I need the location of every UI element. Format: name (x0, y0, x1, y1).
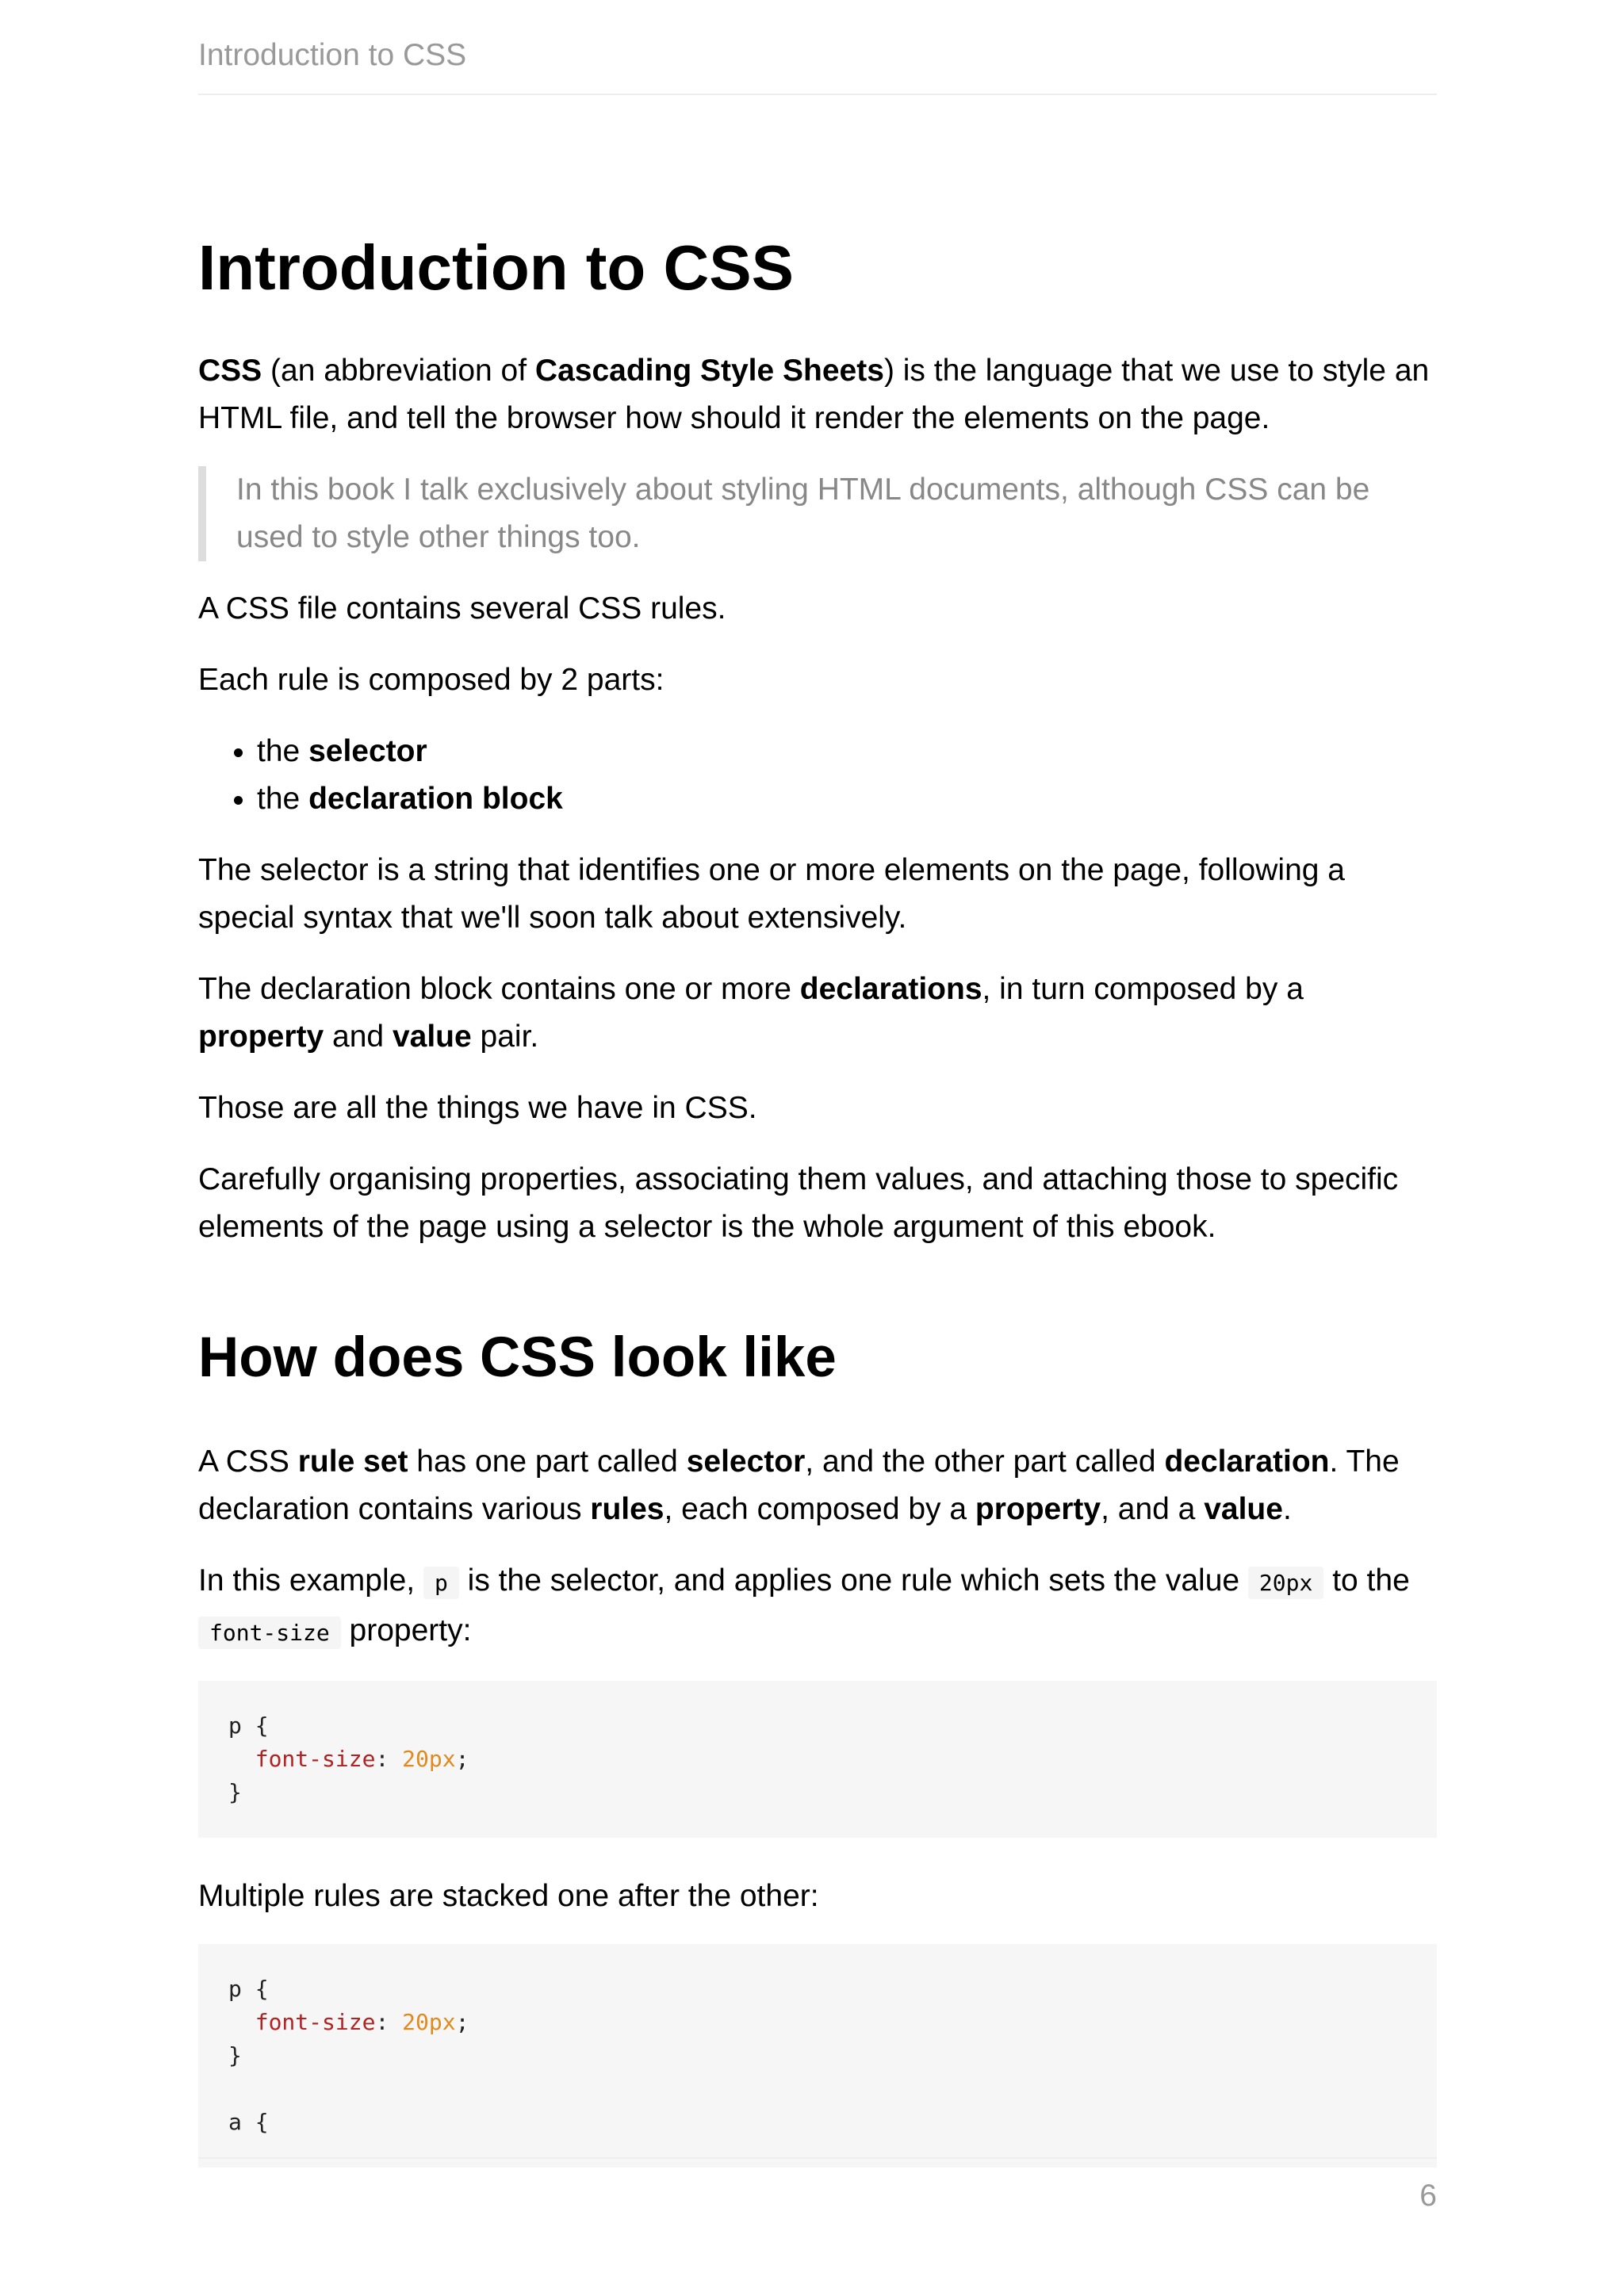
code-value: 20px (402, 2009, 456, 2035)
code-indent (228, 1746, 255, 1772)
paragraph (198, 966, 1437, 1061)
text: The declaration block contains one or more (198, 972, 800, 1006)
code-selector: p (228, 1712, 242, 1739)
code-punct: : (375, 2009, 403, 2035)
code-punct: } (228, 1779, 242, 1805)
inline-code: p (423, 1567, 459, 1599)
chapter-title: Introduction to CSS (198, 232, 795, 303)
bold-text: declaration block (308, 782, 563, 816)
page-number: 6 (1419, 2179, 1437, 2213)
code-punct: { (241, 1712, 269, 1739)
text: . (1282, 1492, 1292, 1526)
code-value: 20px (402, 1746, 456, 1772)
code-punct: { (241, 1976, 269, 2002)
code-punct: } (228, 2042, 242, 2068)
bold-text: declarations (799, 972, 982, 1006)
code-selector: a (228, 2109, 242, 2135)
bold-text: property (975, 1492, 1101, 1526)
paragraph: A CSS file contains several CSS rules. (198, 591, 726, 626)
text: , and a (1101, 1492, 1205, 1526)
inline-code: font-size (198, 1617, 341, 1649)
code-property: font-size (255, 2009, 376, 2035)
text: , and the other part called (805, 1445, 1165, 1479)
page-content (198, 230, 1437, 2168)
text: ) is the language that we use to style an HTML file, and tell the browser how should it render the elements on the page. (198, 354, 1430, 435)
bold-text: selector (308, 734, 427, 768)
intro-paragraph (198, 347, 1437, 442)
text: (an abbreviation of (262, 354, 535, 388)
text: the (257, 734, 309, 768)
text: pair. (471, 1020, 539, 1054)
blockquote-text: In this book I talk exclusively about styling HTML documents, although CSS can be used to style other things too. (236, 473, 1370, 554)
section-title: How does CSS look like (198, 1326, 837, 1389)
paragraph (198, 1557, 1437, 1657)
running-header: Introduction to CSS (198, 36, 1437, 95)
code-punct: ; (455, 2009, 469, 2035)
text: has one part called (408, 1445, 687, 1479)
text: property: (340, 1613, 472, 1647)
bold-text: rule set (297, 1445, 408, 1479)
code-punct: { (241, 2109, 269, 2135)
code-block (198, 1681, 1437, 1838)
bold-text: property (198, 1020, 324, 1054)
paragraph: Multiple rules are stacked one after the other: (198, 1879, 819, 1913)
list-item (257, 728, 1437, 775)
text: . The declaration contains various (198, 1445, 1400, 1526)
bold-text: Cascading Style Sheets (534, 354, 884, 388)
paragraph (198, 1438, 1437, 1533)
list-item (257, 775, 1437, 823)
bold-text: declaration (1164, 1445, 1330, 1479)
text: , in turn composed by a (982, 972, 1304, 1006)
blockquote (198, 466, 1437, 561)
text: , each composed by a (664, 1492, 975, 1526)
code-punct: ; (455, 1746, 469, 1772)
inline-code: 20px (1248, 1567, 1323, 1599)
bold-text: value (1204, 1492, 1283, 1526)
bold-text: value (392, 1020, 472, 1054)
text: In this example, (198, 1563, 423, 1598)
parts-list (198, 728, 1437, 823)
code-property: font-size (255, 1746, 376, 1772)
code-indent (228, 2009, 255, 2035)
code-block (198, 1944, 1437, 2168)
text: A CSS (198, 1445, 298, 1479)
paragraph: The selector is a string that identifies one or more elements on the page, following a special syntax that we'll soon talk about extensively. (198, 853, 1345, 935)
paragraph: Each rule is composed by 2 parts: (198, 663, 665, 697)
paragraph: Carefully organising properties, associating them values, and attaching those to specific elements of the page using a selector is the whole argument of this ebook. (198, 1162, 1399, 1244)
code-punct: : (375, 1746, 403, 1772)
text: the (257, 782, 309, 816)
text: is the selector, and applies one rule which sets the value (458, 1563, 1248, 1598)
paragraph: Those are all the things we have in CSS. (198, 1091, 757, 1125)
code-selector: p (228, 1976, 242, 2002)
footer-divider (198, 2157, 1437, 2159)
bold-text: CSS (198, 354, 262, 388)
bold-text: rules (590, 1492, 665, 1526)
text: and (324, 1020, 393, 1054)
bold-text: selector (686, 1445, 806, 1479)
text: to the (1323, 1563, 1410, 1598)
